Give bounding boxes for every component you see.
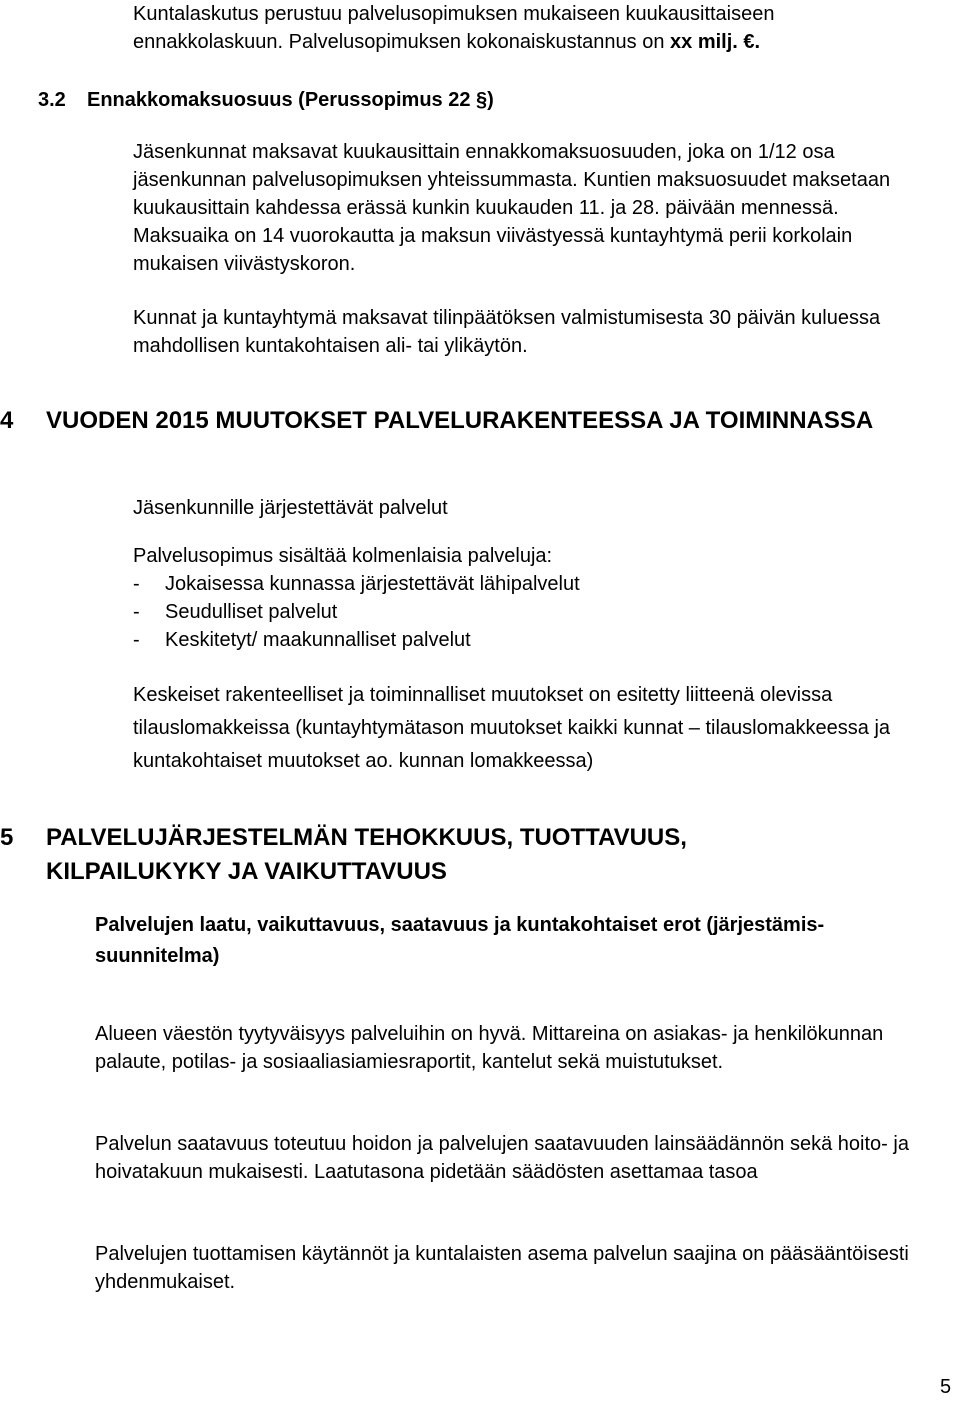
- intro-line-2: [133, 28, 933, 56]
- page-number: 5: [940, 1376, 952, 1398]
- section-4-subheading: Jäsenkunnille järjestettävät palvelut: [133, 497, 448, 519]
- list-item: - Seudulliset palvelut: [133, 598, 933, 626]
- section-4-paragraph: Keskeiset rakenteelliset ja toiminnalliset muutokset on esitetty liitteenä olevissa tilauslomakkeissa (kuntayhtymätason muutokset kaikki kunnat – tilauslomakkeessa ja kuntakohtaiset muutokset ao. kunnan lomakkeessa): [133, 684, 891, 772]
- list-item: - Keskitetyt/ maakunnalliset palvelut: [133, 626, 933, 654]
- section-4-title: VUODEN 2015 MUUTOKSET PALVELURAKENTEESSA JA TOIMINNASSA: [46, 407, 874, 434]
- intro-paragraph: [133, 0, 933, 56]
- service-list: [133, 570, 933, 654]
- section-3-2-paragraph-1: Jäsenkunnat maksavat kuukausittain ennakkomaksuosuuden, joka on 1/12 osa jäsenkunnan palvelusopimuksen yhteissummasta. Kuntien maksuosuudet maksetaan kuukausittain kahdessa erässä kunkin kuukauden 11. ja 28. päivään mennessä. Maksuaika on 14 vuorokautta ja maksun viivästyessä kuntayhtymä perii korkolain mukaisen viivästyskoron.: [133, 141, 891, 275]
- section-3-2-paragraph-2: Kunnat ja kuntayhtymä maksavat tilinpäätöksen valmistumisesta 30 päivän kuluessa mahdollisen kuntakohtaisen ali- tai ylikäytön.: [133, 307, 881, 357]
- intro-line-2-text: ennakkolaskuun. Palvelusopimuksen kokonaiskustannus on: [133, 31, 671, 53]
- intro-cost-value: xx milj. €.: [670, 31, 761, 53]
- service-list-intro: Palvelusopimus sisältää kolmenlaisia palveluja:: [133, 545, 553, 567]
- section-5-paragraph-3: Palvelujen tuottamisen käytännöt ja kuntalaisten asema palvelun saajina on pääsääntöisesti yhdenmukaiset.: [95, 1243, 909, 1293]
- section-5-subheading: Palvelujen laatu, vaikuttavuus, saatavuus ja kuntakohtaiset erot (järjestämis-suunnitelma): [95, 914, 825, 967]
- section-5-title: PALVELUJÄRJESTELMÄN TEHOKKUUS, TUOTTAVUUS, KILPAILUKYKY JA VAIKUTTAVUUS: [46, 824, 687, 885]
- section-5-number: 5: [0, 824, 14, 851]
- section-4-service-list: [133, 542, 933, 654]
- list-item: - Jokaisessa kunnassa järjestettävät lähipalvelut: [133, 570, 933, 598]
- section-5-paragraph-2: Palvelun saatavuus toteutuu hoidon ja palvelujen saatavuuden lainsäädännön sekä hoito- ja hoivatakuun mukaisesti. Laatutasona pidetään säädösten asettamaa tasoa: [95, 1133, 909, 1183]
- intro-line-1: Kuntalaskutus perustuu palvelusopimuksen mukaiseen kuukausittaiseen: [133, 3, 775, 25]
- section-3-2-title: Ennakkomaksuosuus (Perussopimus 22 §): [87, 89, 494, 111]
- section-3-2-number: 3.2: [38, 89, 66, 111]
- section-4-number: 4: [0, 407, 14, 434]
- section-5-paragraph-1: Alueen väestön tyytyväisyys palveluihin on hyvä. Mittareina on asiakas- ja henkilökunnan palaute, potilas- ja sosiaaliasiamiesraportit, kantelut sekä muistutukset.: [95, 1023, 884, 1073]
